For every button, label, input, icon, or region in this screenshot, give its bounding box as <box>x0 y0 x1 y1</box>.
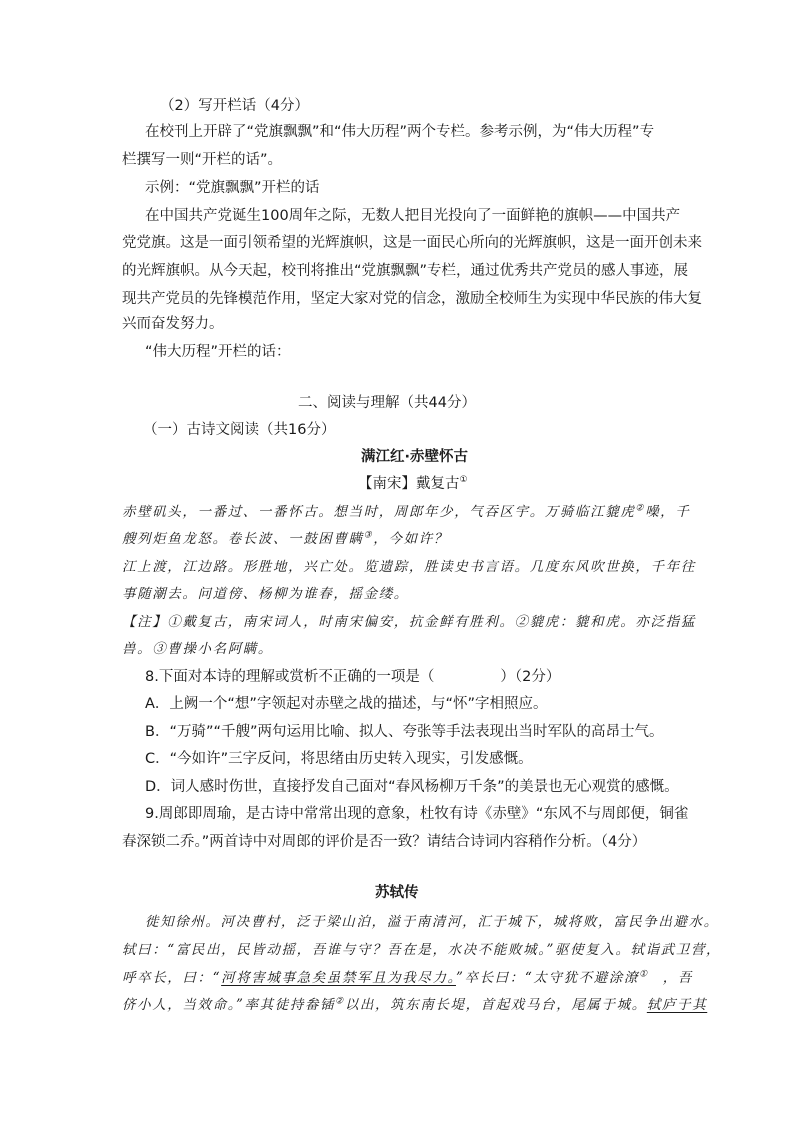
poem-notes: 【注】①戴复古，南宋词人，时南宋偏安，抗金鲜有胜利。②貔虎：貔和虎。亦泛指猛 <box>122 614 696 630</box>
q8-option-c: C．“今如许”三字反问，将思绪由历史转入现实，引发感慨。 <box>145 751 533 767</box>
poem-line: 江上渡，江边路。形胜地，兴亡处。览遗踪，胜读史书言语。几度东风吹世换，千年往 <box>122 559 696 575</box>
sub-section-heading: （一）古诗文阅读（共16分） <box>143 422 336 438</box>
footnote-marker: ① <box>639 969 649 980</box>
example-line: 党党旗。这是一面引领希望的光辉旗帜，这是一面民心所向的光辉旗帜，这是一面开创未来 <box>122 235 702 251</box>
poem-notes: 兽。③曹操小名阿瞒。 <box>122 641 273 657</box>
q8-stem: 8.下面对本诗的理解或赏析不正确的一项是（ ）（2分） <box>145 669 561 685</box>
q2-text-line: 栏撰写一则“开栏的话”。 <box>122 152 283 168</box>
example-label: 示例：“党旗飘飘”开栏的话 <box>145 180 320 196</box>
q9-stem: 9.周郎即周瑜，是古诗中常常出现的意象，杜牧有诗《赤壁》“东风不与周郎便，铜雀 <box>145 806 689 822</box>
q2-title: （2）写开栏话（4分） <box>160 98 309 114</box>
q8-option-a: A．上阙一个“想”字领起对赤壁之战的描述，与“怀”字相照应。 <box>145 696 548 712</box>
example-line: 现共产党员的先锋模范作用，坚定大家对党的信念，激励全校师生为实现中华民族的伟大复 <box>122 291 702 307</box>
poem-line: 赤壁矶头，一番过、一番怀古。想当时，周郎年少，气吞区宇。万骑临江貔虎②噪，千 <box>122 503 691 520</box>
poem-title: 满江红·赤壁怀古 <box>361 449 469 465</box>
q2-text-line: 在校刊上开辟了“党旗飘飘”和“伟大历程”两个专栏。参考示例，为“伟大历程”专 <box>145 124 655 140</box>
example-line: 的光辉旗帜。从今天起，校刊将推出“党旗飘飘”专栏，通过优秀共产党员的感人事迹，展 <box>122 263 689 279</box>
prose-line: 侪小人，当效命。”率其徒持畚锸②以出，筑东南长堤，首起戏马台，尾属于城。轼庐于其 <box>122 996 708 1013</box>
q8-option-b: B．“万骑”“千艘”两句运用比喻、拟人、夸张等手法表现出当时军队的高昂士气。 <box>145 724 664 740</box>
prose-line: 轼曰：“富民出，民皆动摇，吾谁与守？吾在是，水决不能败城。”驱使复入。轼诣武卫营， <box>122 942 722 958</box>
prose-title: 苏轼传 <box>375 885 419 901</box>
prose-line: 徙知徐州。河决曹村，泛于梁山泊，溢于南清河，汇于城下，城将败，富民争出避水。 <box>145 914 719 930</box>
q8-option-d: D．词人感时伤世，直接抒发自己面对“春风杨柳万千条”的美景也无心观赏的感慨。 <box>145 779 679 795</box>
answer-prompt: “伟大历程”开栏的话： <box>145 344 291 360</box>
example-line: 在中国共产党诞生100周年之际，无数人把目光投向了一面鲜艳的旗帜——中国共产 <box>145 208 681 224</box>
q9-stem: 春深锁二乔。”两首诗中对周郎的评价是否一致？请结合诗词内容稍作分析。（4分） <box>122 834 647 850</box>
poem-author: 【南宋】戴复古① <box>358 475 468 492</box>
poem-line: 事随潮去。问道傍、杨柳为谁春，摇金缕。 <box>122 586 409 602</box>
poem-line: 艘列炬鱼龙怒。卷长波、一鼓困曹瞒③，今如许？ <box>122 530 449 547</box>
footnote-marker: ③ <box>363 530 374 541</box>
underlined-sentence: 轼庐于其 <box>646 997 708 1013</box>
underlined-sentence: 河将害城事急矣虽禁军且为我尽力。 <box>221 970 456 986</box>
example-line: 兴而奋发努力。 <box>122 316 224 332</box>
footnote-marker: ② <box>335 996 345 1007</box>
section-heading: 二、阅读与理解（共44分） <box>298 395 476 411</box>
footnote-marker: ① <box>459 475 468 486</box>
prose-line: 呼卒长，曰：“河将害城事急矣虽禁军且为我尽力。”卒长曰：“太守犹不避涂潦① ，吾 <box>122 969 693 986</box>
footnote-marker: ② <box>635 503 646 514</box>
